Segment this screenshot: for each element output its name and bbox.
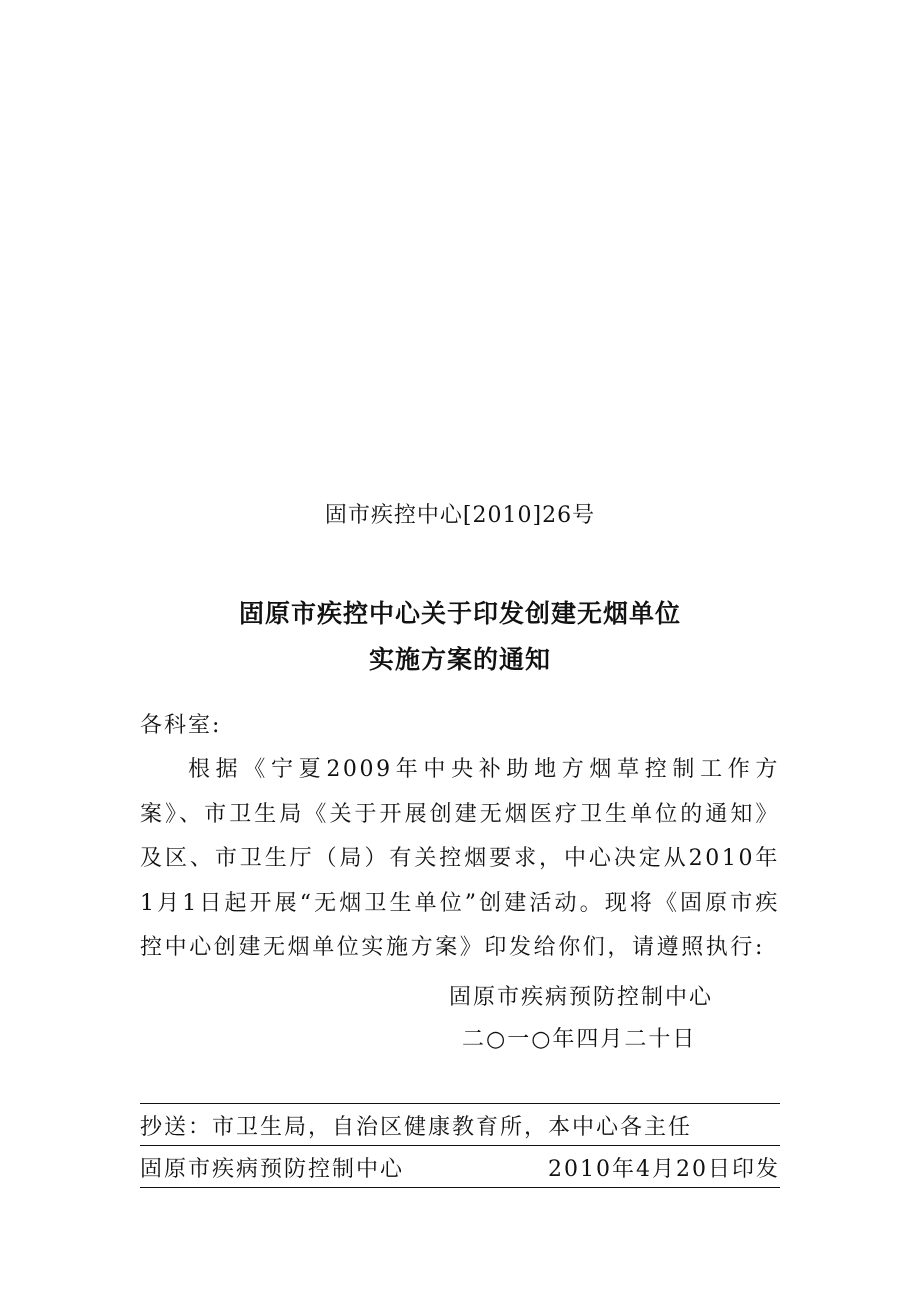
- issuer-name: 固原市疾病预防控制中心: [140, 1157, 405, 1182]
- footer-bottom-rule: [140, 1187, 780, 1188]
- cc-line: 抄送：市卫生局，自治区健康教育所，本中心各主任: [140, 1115, 693, 1140]
- signature-date: 二○一○年四月二十日: [462, 1027, 697, 1052]
- document-number: 固市疾控中心[2010]26号: [324, 503, 596, 528]
- document-title-line-2: 实施方案的通知: [368, 645, 551, 674]
- footer-top-rule: [140, 1103, 780, 1104]
- footer-middle-rule: [140, 1145, 780, 1146]
- issue-date: 2010年4月20日印发: [548, 1157, 780, 1182]
- signature-organization: 固原市疾病预防控制中心: [449, 985, 714, 1010]
- document-title-line-1: 固原市疾控中心关于印发创建无烟单位: [238, 599, 681, 628]
- body-paragraph: 根据《宁夏2009年中央补助地方烟草控制工作方案》、市卫生局《关于开展创建无烟医疗卫生单位的通知》及区、市卫生厅（局）有关控烟要求，中心决定从2010年1月1日起开展“无烟卫生单位”创建活动。现将《固原市疾控中心创建无烟单位实施方案》印发给你们，请遵照执行:: [140, 757, 780, 960]
- salutation: 各科室:: [140, 713, 222, 738]
